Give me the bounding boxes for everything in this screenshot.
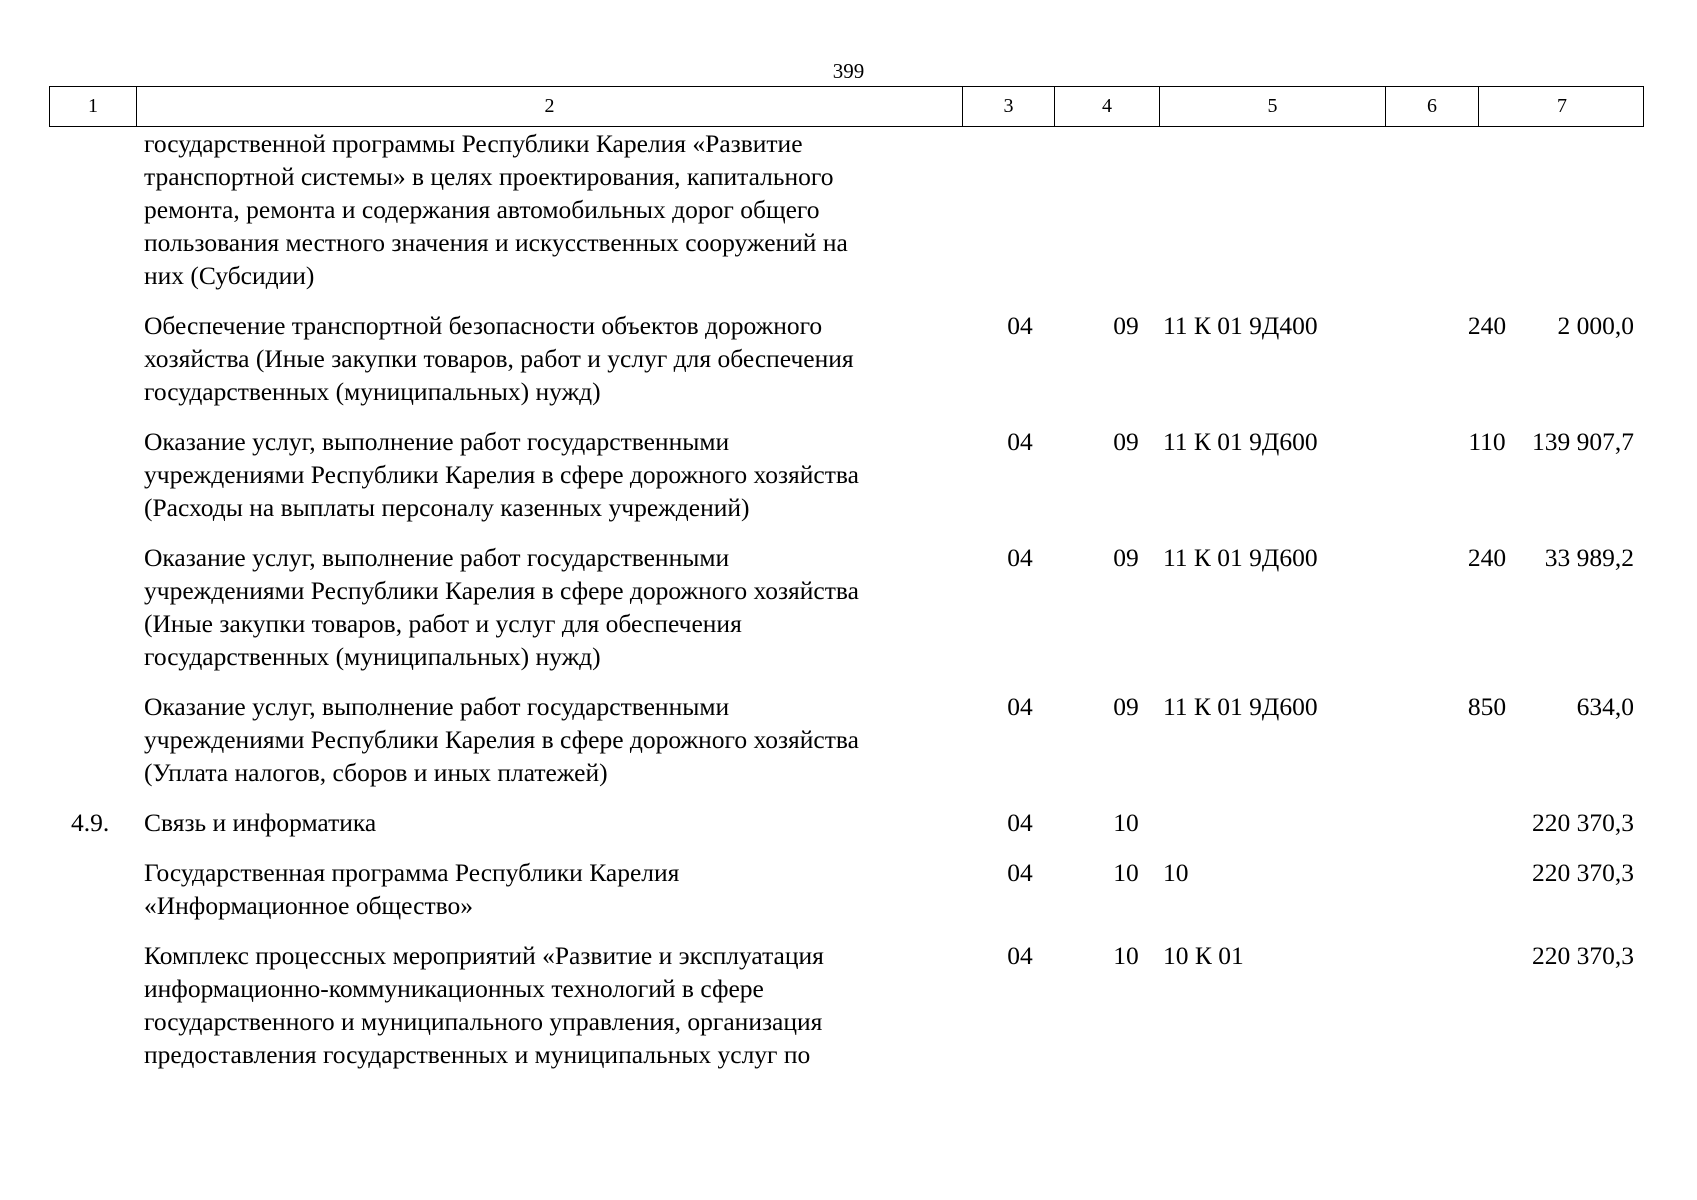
table-row	[49, 856, 1644, 922]
description-line: транспортной системы» в целях проектирования, капитального	[144, 162, 834, 191]
subsection-code: 09	[1113, 311, 1139, 340]
table-row	[49, 939, 1644, 1071]
row-description	[144, 127, 964, 292]
description-line: Связь и информатика	[144, 808, 377, 837]
amount: 634,0	[1576, 692, 1634, 721]
target-article-code: 11 К 01 9Д600	[1163, 427, 1318, 456]
row-description	[144, 425, 964, 524]
target-article-code: 11 К 01 9Д600	[1163, 543, 1318, 572]
amount: 33 989,2	[1544, 543, 1634, 572]
table-row	[49, 425, 1644, 524]
header-col-5: 5	[1159, 87, 1385, 126]
row-description	[144, 690, 964, 789]
row-number: 4.9.	[71, 808, 110, 837]
header-col-4: 4	[1054, 87, 1159, 126]
section-code: 04	[1007, 808, 1033, 837]
row-description	[144, 806, 964, 839]
table-row	[49, 690, 1644, 789]
description-line: государственной программы Республики Карелия «Развитие	[144, 129, 803, 158]
expense-type-code: 110	[1468, 427, 1506, 456]
amount: 220 370,3	[1532, 858, 1634, 887]
description-line: Обеспечение транспортной безопасности объектов дорожного	[144, 311, 823, 340]
description-line: хозяйства (Иные закупки товаров, работ и услуг для обеспечения	[144, 344, 854, 373]
amount: 220 370,3	[1532, 941, 1634, 970]
subsection-code: 10	[1113, 858, 1139, 887]
subsection-code: 10	[1113, 808, 1139, 837]
header-col-3: 3	[962, 87, 1054, 126]
subsection-code: 10	[1113, 941, 1139, 970]
subsection-code: 09	[1113, 692, 1139, 721]
amount: 220 370,3	[1532, 808, 1634, 837]
description-line: государственных (муниципальных) нужд)	[144, 377, 601, 406]
table-row	[49, 541, 1644, 673]
description-line: учреждениями Республики Карелия в сфере дорожного хозяйства	[144, 725, 859, 754]
description-line: Оказание услуг, выполнение работ государственными	[144, 427, 730, 456]
description-line: ремонта, ремонта и содержания автомобильных дорог общего	[144, 195, 820, 224]
table-row	[49, 806, 1644, 839]
description-line: учреждениями Республики Карелия в сфере дорожного хозяйства	[144, 460, 859, 489]
description-line: информационно-коммуникационных технологий в сфере	[144, 974, 764, 1003]
subsection-code: 09	[1113, 427, 1139, 456]
description-line: государственного и муниципального управления, организация	[144, 1007, 823, 1036]
section-code: 04	[1007, 941, 1033, 970]
table-row	[49, 309, 1644, 408]
description-line: учреждениями Республики Карелия в сфере дорожного хозяйства	[144, 576, 859, 605]
amount: 2 000,0	[1557, 311, 1634, 340]
description-line: них (Субсидии)	[144, 261, 315, 290]
target-article-code: 11 К 01 9Д600	[1163, 692, 1318, 721]
expense-type-code: 240	[1467, 543, 1507, 572]
description-line: Государственная программа Республики Карелия	[144, 858, 680, 887]
description-line: предоставления государственных и муниципальных услуг по	[144, 1040, 811, 1069]
header-col-6: 6	[1385, 87, 1478, 126]
row-description	[144, 541, 964, 673]
header-col-7: 7	[1478, 87, 1645, 126]
description-line: Оказание услуг, выполнение работ государственными	[144, 692, 730, 721]
target-article-code: 10 К 01	[1163, 941, 1244, 970]
description-line: пользования местного значения и искусственных сооружений на	[144, 228, 848, 257]
section-code: 04	[1007, 543, 1033, 572]
subsection-code: 09	[1113, 543, 1139, 572]
description-line: (Уплата налогов, сборов и иных платежей)	[144, 758, 608, 787]
expense-type-code: 850	[1467, 692, 1507, 721]
row-description	[144, 939, 964, 1071]
header-col-2: 2	[136, 87, 962, 126]
amount: 139 907,7	[1532, 427, 1634, 456]
section-code: 04	[1007, 427, 1033, 456]
description-line: (Расходы на выплаты персоналу казенных учреждений)	[144, 493, 750, 522]
row-description	[144, 856, 964, 922]
description-line: Комплекс процессных мероприятий «Развитие и эксплуатация	[144, 941, 824, 970]
description-line: государственных (муниципальных) нужд)	[144, 642, 601, 671]
description-line: «Информационное общество»	[144, 891, 473, 920]
description-line: (Иные закупки товаров, работ и услуг для обеспечения	[144, 609, 742, 638]
section-code: 04	[1007, 311, 1033, 340]
section-code: 04	[1007, 692, 1033, 721]
header-col-1: 1	[88, 95, 98, 117]
table-row	[49, 127, 1644, 292]
description-line: Оказание услуг, выполнение работ государственными	[144, 543, 730, 572]
table-header	[49, 86, 1644, 127]
expense-type-code: 240	[1467, 311, 1507, 340]
row-description	[144, 309, 964, 408]
target-article-code: 10	[1163, 858, 1189, 887]
page-number: 399	[832, 59, 865, 83]
section-code: 04	[1007, 858, 1033, 887]
table-body	[49, 127, 1644, 1088]
target-article-code: 11 К 01 9Д400	[1163, 311, 1318, 340]
